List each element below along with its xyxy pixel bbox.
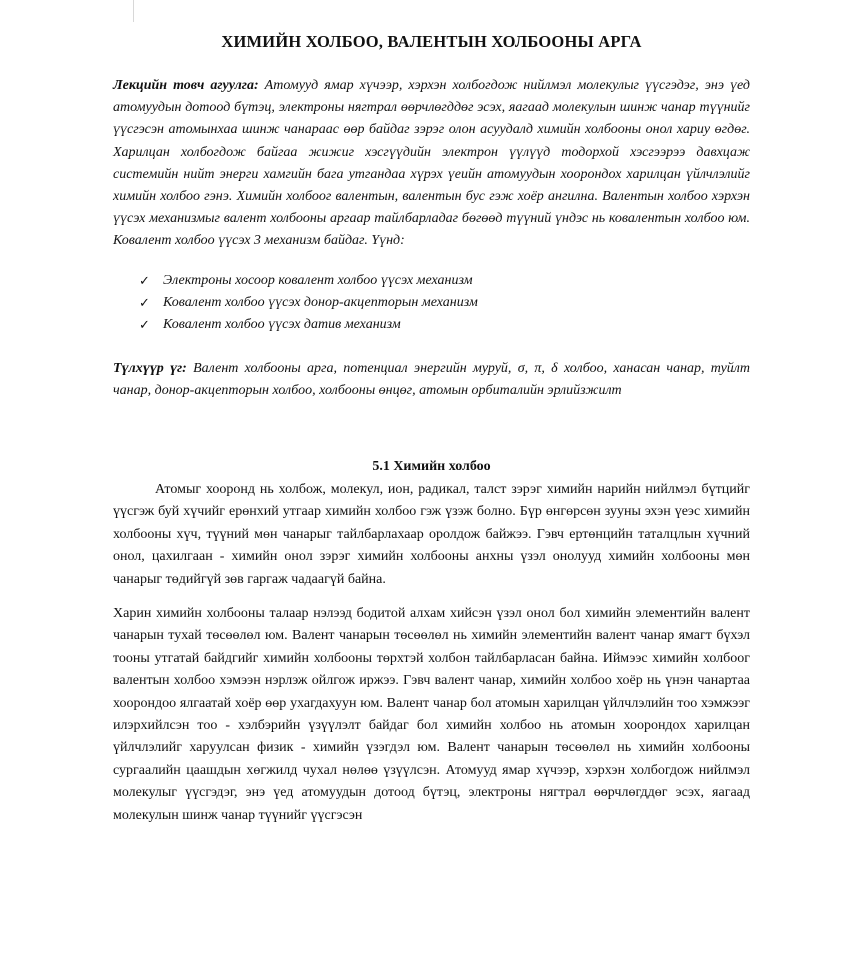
section-title: 5.1 Химийн холбоо [372,459,491,474]
summary-label: Лекцийн товч агуулга: [113,78,259,93]
keywords [113,358,750,402]
keywords-label: Түлхүүр үг: [113,361,187,376]
section-paragraph-1: Атомыг хооронд нь холбож, молекул, ион, радикал, талст зэрэг химийн нарийн нийлмэл бүтцийг үүсгэж буй хүчийг ерөнхий утгаар химийн холбоо гэж үзэж болно. Бүр өнгөрсөн зууны эхэн үеэс химийн холбооны хүч, түүний мөн чанарыг тайлбарлахаар оролдож байжээ. Гэвч ертөнцийн таталцлын хүчний онол, цахилгаан - химийн онол зэрэг химийн холбооны анхны үзэл онолууд химийн холбооны мөн чанарыг төдийгүй зөв гаргаж чадаагүй байна. [113,482,750,587]
list-item-text: Электроны хосоор ковалент холбоо үүсэх механизм [163,273,473,288]
list-item [139,314,739,336]
summary-text: Атомууд ямар хүчээр, хэрхэн холбогдож нийлмэл молекулыг үүсгэдэг, энэ үед атомуудын дотоод бүтэц, электроны нягтрал өөрчлөгддөг эсэх, яагаад молекулын шинж чанар түүнийг үүсгэсэн атомынхаа шинж чанараас өөр байдаг зэрэг олон асуудалд химийн холбооны онол хариу өгдөг. Харилцан холбогдож байгаа жижиг хэсгүүдийн электрон үүлүүд тодорхой хэсгээрээ давхцаж системийн нийт энерги хамгийн бага утгандаа хүрэх үеийн атомуудын хоорондох харилцан үйлчлэлийг химийн холбоо гэнэ. Химийн холбоог валентын, валентын бус гэж хоёр ангилна. Валентын холбоо хэрхэн үүсэх механизмыг валент холбооны аргаар тайлбарладаг бөгөөд түүний үндэс нь ковалентын холбоо юм. Ковалент холбоо үүсэх 3 механизм байдаг. Үүнд: [113,78,751,249]
document-title: ХИМИЙН ХОЛБОО, ВАЛЕНТЫН ХОЛБООНЫ АРГА [221,32,642,51]
keywords-text: Валент холбооны арга, потенциал энергийн муруй, σ, π, δ холбоо, ханасан чанар, туйлт чанар, донор-акцепторын холбоо, холбооны өнцөг, атомын орбиталийн эрлийзжилт [113,361,750,399]
list-item-text: Ковалент холбоо үүсэх донор-акцепторын механизм [163,295,478,311]
document-page [113,0,750,960]
checkmark-icon: ✓ [139,317,150,333]
list-item-text: Ковалент холбоо үүсэх датив механизм [163,317,401,333]
checkmark-icon: ✓ [139,273,150,288]
list-item [139,292,739,314]
mechanism-list [139,270,739,337]
list-item [139,270,739,292]
checkmark-icon: ✓ [139,295,150,311]
lecture-summary [113,75,750,253]
section-paragraph-2: Харин химийн холбооны талаар нэлээд бодитой алхам хийсэн үзэл онол бол химийн элементийн валент чанарын тухай төсөөлөл юм. Валент чанарын төсөөлөл нь химийн элементийн валент чанар ямагт бүхэл тооны утгатай байдгийг химийн холбооны төрхтэй холбон тайлбарласан байна. Иймээс химийн холбоог валентын холбоо хэмээн нэрлэж ойлгож иржээ. Гэвч валент чанар, химийн холбоо хоёр нь үнэн чанартаа хоорондоо ялгаатай хоёр өөр ухагдахуун юм. Валент чанар бол атомын харилцан үйлчлэлийн тоо хэмжээг илэрхийлсэн тоо - хэлбэрийн үзүүлэлт байдаг бол химийн холбоо нь атомын хоорондох харилцан үйлчлэлийг харуулсан физик - химийн үзэгдэл юм. Валент чанарын төсөөлөл нь химийн холбооны сургаалийн цаашдын хөгжилд чухал нөлөө үзүүлсэн. Атомууд ямар хүчээр, хэрхэн холбогдож нийлмэл молекулыг үүсгэдэг, энэ үед атомуудын дотоод бүтэц, электроны нягтрал өөрчлөгддөг эсэх, яагаад молекулын шинж чанар түүнийг үүсгэсэн [113,606,750,823]
